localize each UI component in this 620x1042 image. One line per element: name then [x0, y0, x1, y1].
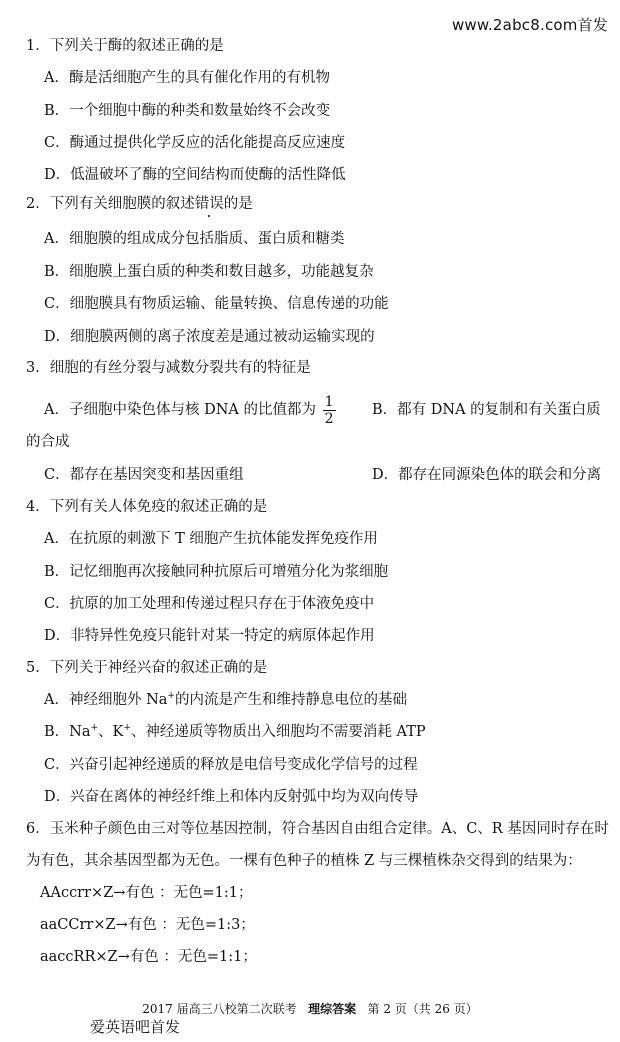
q5-option-b-post: 、神经递质等物质出入细胞均不需要消耗 ATP: [130, 724, 426, 740]
q2-option-a: A．细胞膜的组成成分包括脂质、蛋白质和糖类: [44, 231, 345, 247]
q5-option-c: C．兴奋引起神经递质的释放是电信号变成化学信号的过程: [44, 757, 418, 773]
q2-option-d: D．细胞膜两侧的离子浓度差是通过被动运输实现的: [44, 329, 375, 345]
q5-option-a: [44, 690, 407, 710]
page-footer: [0, 1000, 620, 1017]
q4-option-d: D．非特异性免疫只能针对某一特定的病原体起作用: [44, 628, 375, 644]
q2-stem-emphasis: 错误: [194, 196, 224, 212]
q3-option-a-text: A．子细胞中染色体与核 DNA 的比值都为: [44, 402, 316, 418]
fraction-denominator: 2: [324, 410, 334, 427]
superscript-plus: +: [167, 691, 175, 702]
q1-stem: 1．下列关于酶的叙述正确的是: [26, 38, 224, 54]
q4-option-c: C．抗原的加工处理和传递过程只存在于体液免疫中: [44, 596, 375, 612]
q3-option-d: D．都存在同源染色体的联会和分离: [372, 467, 602, 483]
q6-cross-2: aaCCrr×Z→有色 ：无色=1:3；: [40, 917, 255, 933]
q1-option-b: B．一个细胞中酶的种类和数量始终不会改变: [44, 103, 331, 119]
superscript-plus: +: [123, 723, 131, 734]
q6-cross-3: aaccRR×Z→有色 ：无色=1:1；: [40, 949, 257, 965]
superscript-plus: +: [90, 723, 99, 734]
q5-stem: 5．下列关于神经兴奋的叙述正确的是: [26, 660, 268, 676]
fraction: [323, 394, 336, 427]
q5-option-b-mid: 、K: [98, 724, 124, 740]
q5-option-b-pre: B．Na: [44, 724, 91, 740]
q3-option-c: C．都存在基因突变和基因重组: [44, 467, 244, 483]
watermark-bottom: 爱英语吧首发: [90, 1018, 181, 1036]
footer-page-number: 第 2 页（共 26 页）: [367, 1002, 478, 1016]
q6-stem: 6．玉米种子颜色由三对等位基因控制，符合基因自由组合定律。A、C、R 基因同时存在时: [26, 821, 609, 837]
fraction-numerator: 1: [324, 393, 334, 410]
q4-stem: 4．下列有关人体免疫的叙述正确的是: [26, 499, 268, 515]
footer-exam-name: 2017 届高三八校第二次联考: [142, 1002, 297, 1016]
q3-option-b: B．都有 DNA 的复制和有关蛋白质: [372, 402, 601, 418]
q2-stem-post: 的是: [223, 196, 253, 212]
q5-option-a-post: 的内流是产生和维持静息电位的基础: [174, 692, 407, 708]
q3-option-b-continued: 的合成: [26, 434, 70, 450]
q1-option-a: A．酶是活细胞产生的具有催化作用的有机物: [44, 70, 330, 86]
q5-option-a-pre: A．神经细胞外 Na: [44, 692, 168, 708]
q4-option-a: A．在抗原的刺激下 T 细胞产生抗体能发挥免疫作用: [44, 531, 378, 547]
q5-option-b: [44, 722, 426, 742]
q2-option-b: B．细胞膜上蛋白质的种类和数目越多，功能越复杂: [44, 264, 374, 280]
footer-subject: 理综答案: [308, 1002, 357, 1016]
q3-option-a: [44, 393, 338, 427]
q4-option-b: B．记忆细胞再次接触同种抗原后可增殖分化为浆细胞: [44, 564, 389, 580]
q1-option-c: C．酶通过提供化学反应的活化能提高反应速度: [44, 135, 346, 151]
q2-stem-pre: 2．下列有关细胞膜的叙述: [26, 196, 195, 212]
q6-stem-continued: 为有色，其余基因型都为无色。一棵有色种子的植株 Z 与三棵植株杂交得到的结果为：: [26, 853, 582, 869]
q5-option-d: D．兴奋在离体的神经纤维上和体内反射弧中均为双向传导: [44, 789, 419, 805]
q3-stem: 3．细胞的有丝分裂与减数分裂共有的特征是: [26, 360, 311, 376]
q1-option-d: D．低温破坏了酶的空间结构而使酶的活性降低: [44, 167, 346, 183]
watermark-top: www.2abc8.com首发: [451, 16, 608, 34]
q2-stem: [26, 194, 253, 214]
q2-option-c: C．细胞膜具有物质运输、能量转换、信息传递的功能: [44, 296, 389, 312]
q6-cross-1: AAccrr×Z→有色 ：无色=1:1；: [40, 885, 253, 901]
